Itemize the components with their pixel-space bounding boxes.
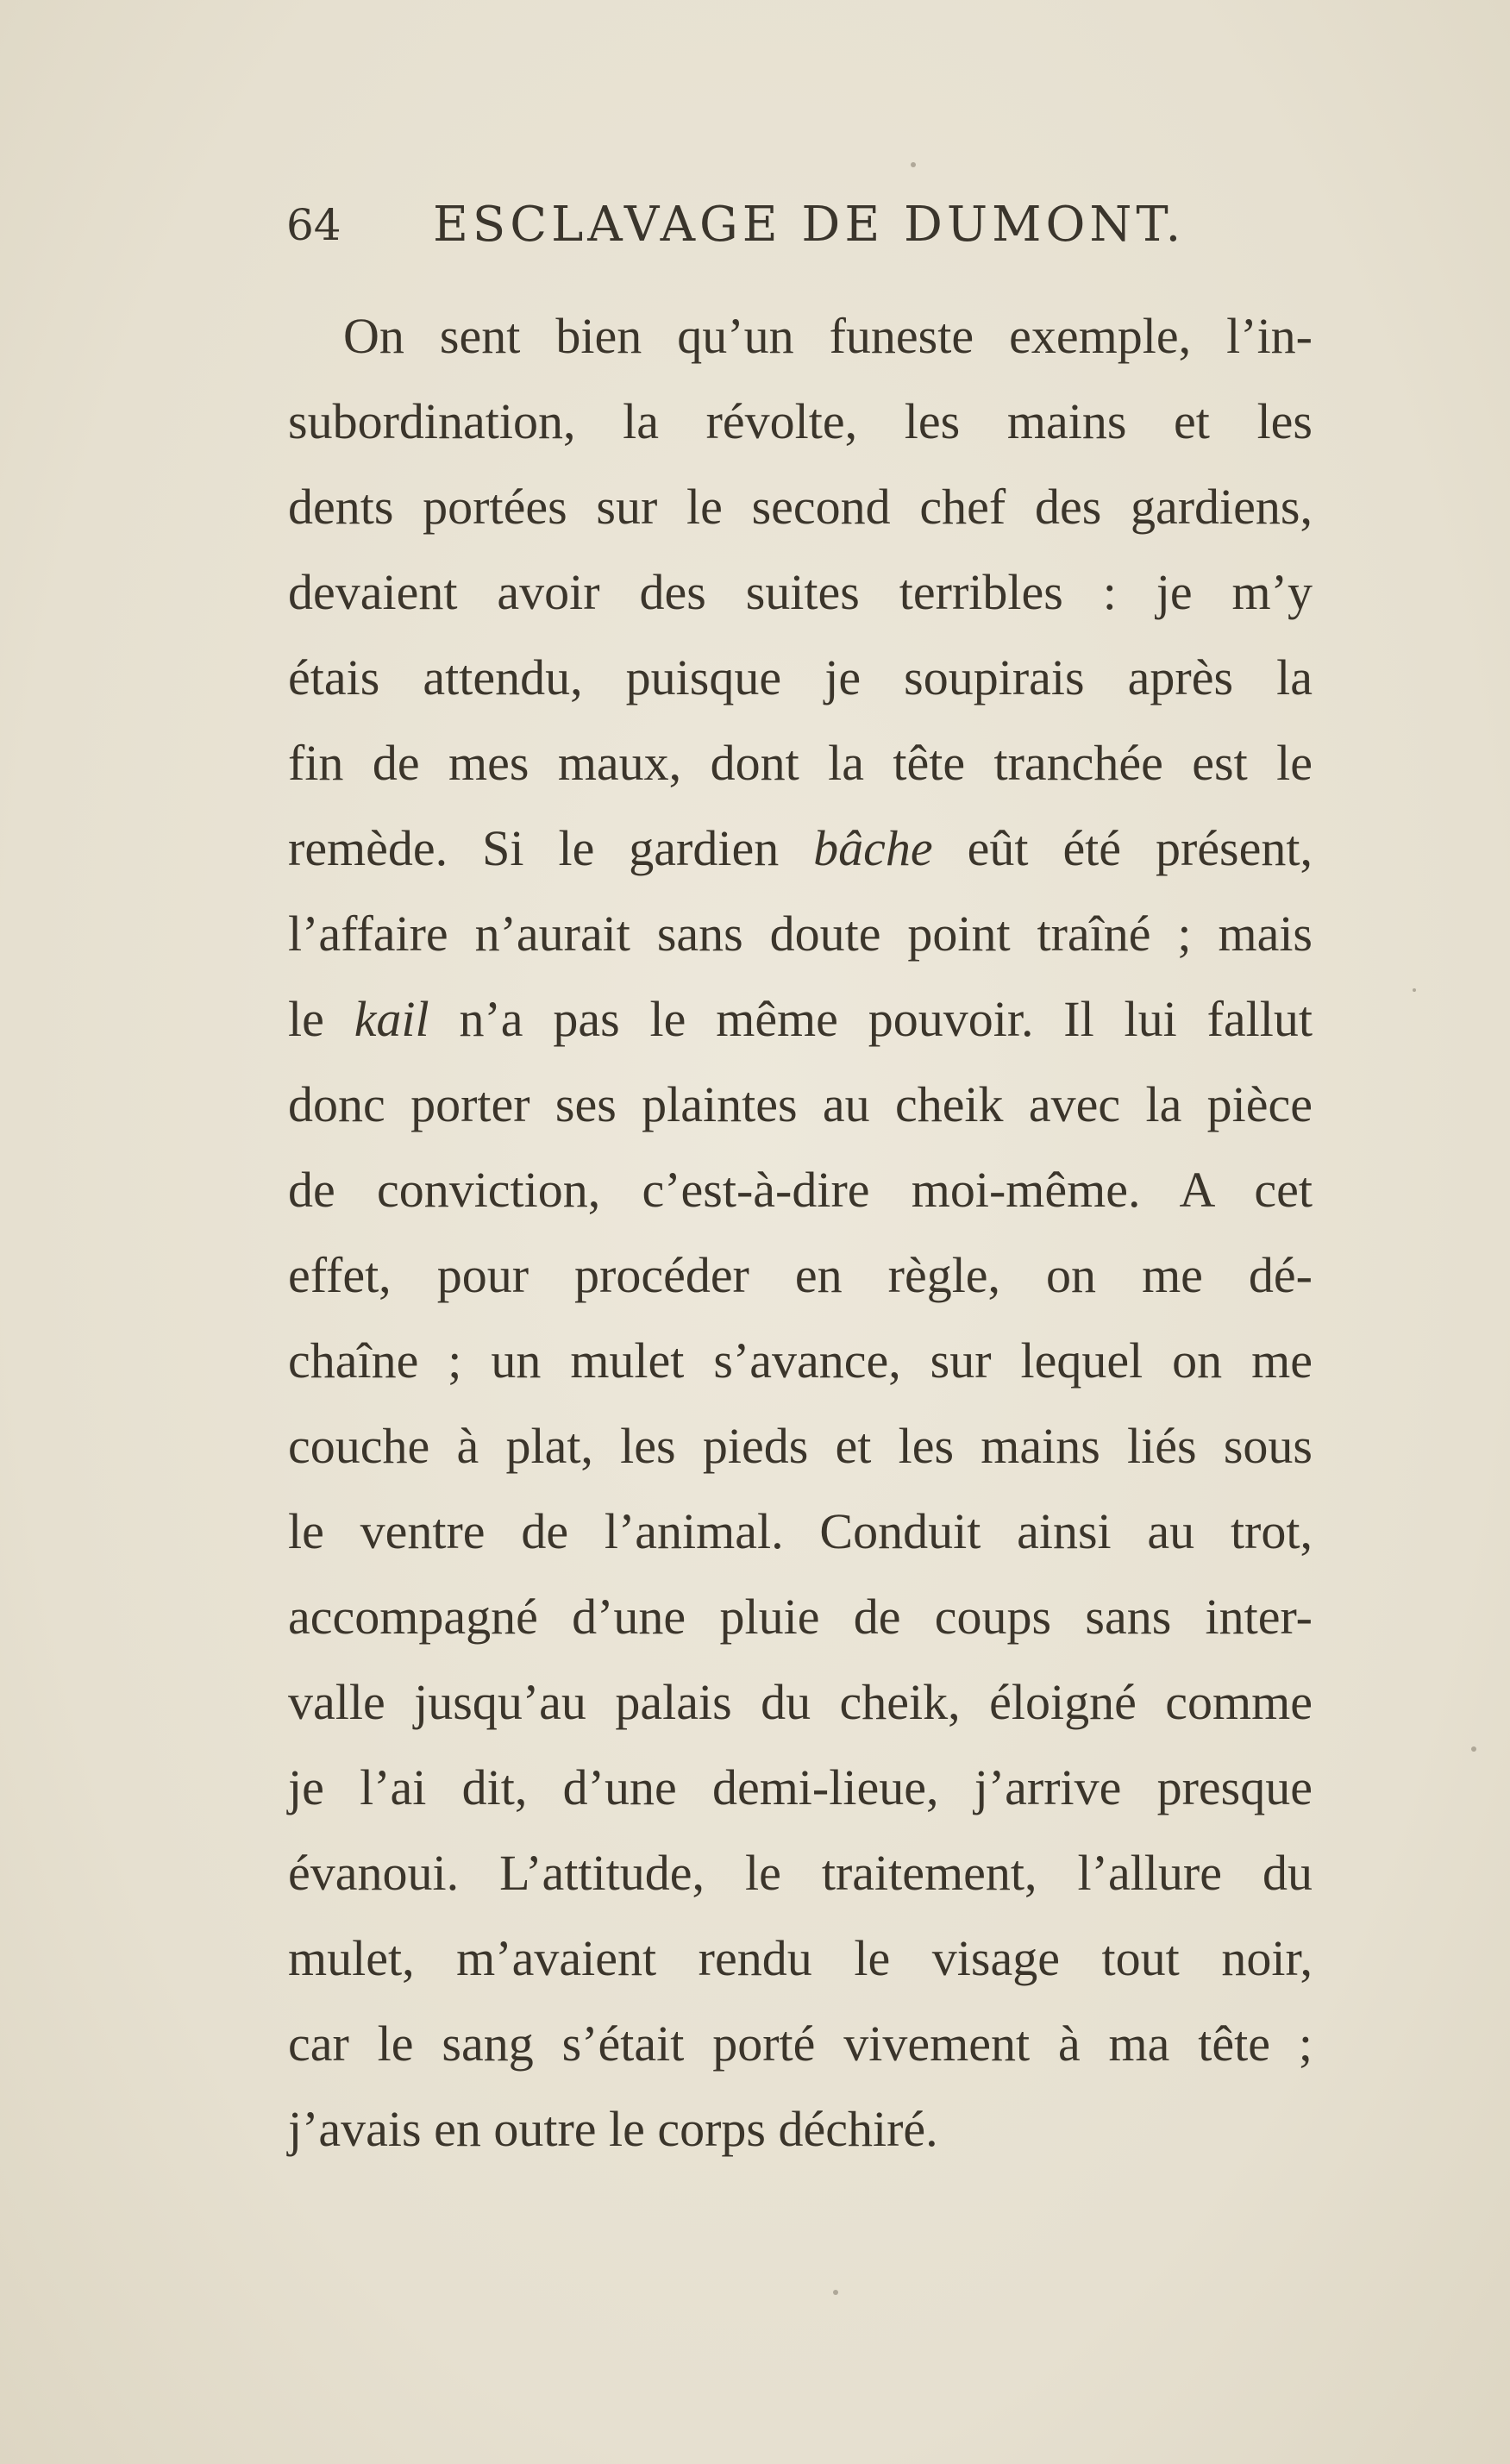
text-line: effet, pour procéder en règle, on me dé- bbox=[288, 1247, 1313, 1303]
text-line: fin de mes maux, dont la tête tranchée est le bbox=[288, 735, 1313, 791]
text-line: subordination, la révolte, les mains et les bbox=[288, 393, 1313, 449]
text-line: donc porter ses plaintes au cheik avec la pièce bbox=[288, 1076, 1313, 1132]
text-line: mulet, m’avaient rendu le visage tout noir, bbox=[288, 1930, 1313, 1986]
text-line: de conviction, c’est-à-dire moi-même. A cet bbox=[288, 1162, 1313, 1218]
text-line: l’affaire n’aurait sans doute point traîné ; mais bbox=[288, 906, 1313, 962]
text-line: chaîne ; un mulet s’avance, sur lequel on me bbox=[288, 1332, 1313, 1389]
paper-speck bbox=[833, 2290, 838, 2295]
text-line: évanoui. L’attitude, le traitement, l’allure du bbox=[288, 1845, 1313, 1901]
text-line: couche à plat, les pieds et les mains liés sous bbox=[288, 1418, 1313, 1474]
text-line: accompagné d’une pluie de coups sans inter- bbox=[288, 1589, 1313, 1645]
text-line: étais attendu, puisque je soupirais après la bbox=[288, 649, 1313, 705]
text-line: le kail n’a pas le même pouvoir. Il lui fallut bbox=[288, 991, 1313, 1047]
italic-term: kail bbox=[354, 991, 429, 1047]
text-line: le ventre de l’animal. Conduit ainsi au trot, bbox=[288, 1503, 1313, 1559]
text-line: valle jusqu’au palais du cheik, éloigné comme bbox=[288, 1674, 1313, 1730]
text-line: je l’ai dit, d’une demi-lieue, j’arrive presque bbox=[288, 1759, 1313, 1815]
text-line: On sent bien qu’un funeste exemple, l’in- bbox=[343, 308, 1313, 364]
text-line: remède. Si le gardien bâche eût été présent, bbox=[288, 820, 1313, 876]
paper-speck bbox=[1471, 1746, 1476, 1752]
running-head bbox=[286, 197, 1321, 266]
page-number: 64 bbox=[286, 200, 341, 250]
italic-term: bâche bbox=[813, 820, 933, 876]
body-text bbox=[288, 293, 1313, 2172]
running-title: ESCLAVAGE DE DUMONT. bbox=[433, 197, 1186, 253]
paper-speck bbox=[911, 162, 916, 167]
text-line: car le sang s’était porté vivement à ma tête ; bbox=[288, 2016, 1313, 2072]
text-line: devaient avoir des suites terribles : je m’y bbox=[288, 564, 1313, 620]
text-line: dents portées sur le second chef des gardiens, bbox=[288, 479, 1313, 535]
paper-speck bbox=[1413, 988, 1416, 992]
text-line: j’avais en outre le corps déchiré. bbox=[288, 2101, 938, 2157]
